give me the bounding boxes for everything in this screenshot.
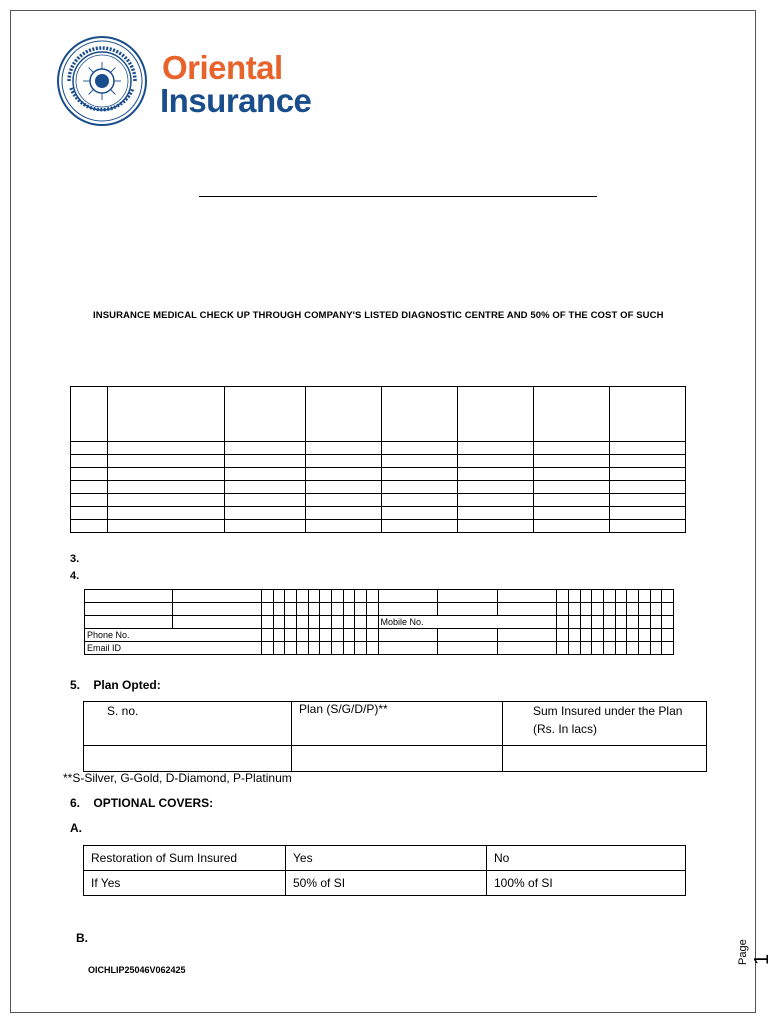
- grid-input-cell[interactable]: [557, 642, 569, 655]
- grid-input-cell[interactable]: [366, 616, 378, 629]
- plan-footnote: **S-Silver, G-Gold, D-Diamond, P-Platinum: [63, 771, 292, 785]
- table-cell[interactable]: [306, 387, 382, 442]
- grid-input-cell[interactable]: [273, 603, 285, 616]
- grid-input-cell[interactable]: [662, 616, 674, 629]
- grid-input-cell[interactable]: [285, 642, 297, 655]
- grid-input-cell[interactable]: [320, 629, 332, 642]
- grid-input-cell[interactable]: [580, 590, 592, 603]
- table-row: [84, 871, 686, 896]
- table-cell[interactable]: [225, 442, 306, 455]
- grid-input-cell[interactable]: [285, 616, 297, 629]
- grid-input-cell[interactable]: [343, 629, 355, 642]
- page-number: 1: [751, 953, 773, 965]
- table-cell[interactable]: [108, 481, 225, 494]
- grid-input-cell[interactable]: [438, 629, 498, 642]
- grid-input-cell[interactable]: [627, 629, 639, 642]
- grid-input-cell[interactable]: [343, 616, 355, 629]
- table-cell[interactable]: [382, 520, 458, 533]
- grid-input-cell[interactable]: [638, 603, 650, 616]
- grid-input-cell[interactable]: [638, 629, 650, 642]
- page-label-text: Page: [737, 939, 749, 965]
- table-cell[interactable]: [225, 455, 306, 468]
- grid-input-cell[interactable]: [173, 603, 261, 616]
- table-cell[interactable]: [71, 468, 108, 481]
- grid-input-cell[interactable]: [331, 629, 343, 642]
- grid-input-cell[interactable]: [285, 629, 297, 642]
- grid-input-cell[interactable]: [261, 642, 273, 655]
- table-cell[interactable]: [458, 387, 534, 442]
- grid-input-cell[interactable]: [638, 590, 650, 603]
- table-cell[interactable]: [306, 507, 382, 520]
- grid-input-cell[interactable]: [296, 603, 308, 616]
- table-cell[interactable]: [108, 507, 225, 520]
- grid-input-cell[interactable]: [497, 642, 557, 655]
- company-seal-logo: [55, 36, 151, 128]
- grid-input-cell[interactable]: [627, 616, 639, 629]
- grid-input-cell[interactable]: [627, 590, 639, 603]
- member-details-table: [70, 386, 686, 533]
- header-plan: Plan (S/G/D/P)**: [292, 702, 503, 746]
- table-cell[interactable]: [458, 455, 534, 468]
- table-cell[interactable]: [71, 387, 108, 442]
- grid-input-cell[interactable]: [557, 616, 569, 629]
- grid-input-cell[interactable]: [343, 642, 355, 655]
- grid-input-cell[interactable]: [378, 629, 438, 642]
- email-label: Email ID: [85, 642, 262, 655]
- grid-input-cell[interactable]: [604, 616, 616, 629]
- table-cell[interactable]: [610, 507, 686, 520]
- header-sno: S. no.: [84, 702, 292, 746]
- table-cell[interactable]: [225, 387, 306, 442]
- grid-input-cell[interactable]: [355, 603, 367, 616]
- grid-input-cell[interactable]: [296, 616, 308, 629]
- grid-input-cell[interactable]: [615, 642, 627, 655]
- phone-label: Phone No.: [85, 629, 262, 642]
- plan-input-cell[interactable]: [292, 746, 503, 772]
- table-row: [71, 455, 686, 468]
- header-sum-line1: Sum Insured under the Plan: [533, 704, 683, 718]
- title-underline: [199, 196, 597, 197]
- table-cell[interactable]: [610, 481, 686, 494]
- option-no-cell[interactable]: No: [487, 846, 686, 871]
- grid-input-cell[interactable]: [627, 603, 639, 616]
- table-cell[interactable]: [382, 481, 458, 494]
- table-cell[interactable]: [458, 442, 534, 455]
- grid-input-cell[interactable]: [366, 642, 378, 655]
- grid-input-cell[interactable]: [650, 603, 662, 616]
- grid-input-cell[interactable]: [497, 590, 557, 603]
- sub-item-b: B.: [76, 931, 88, 945]
- grid-input-cell[interactable]: [615, 590, 627, 603]
- grid-input-cell[interactable]: [273, 590, 285, 603]
- grid-input-cell[interactable]: [497, 603, 557, 616]
- logo-wordmark-oriental: Oriental: [162, 49, 283, 86]
- sub-item-a: A.: [70, 821, 82, 835]
- grid-input-cell[interactable]: [285, 603, 297, 616]
- grid-input-cell[interactable]: [308, 616, 320, 629]
- table-cell[interactable]: [458, 481, 534, 494]
- table-cell[interactable]: [71, 455, 108, 468]
- table-cell[interactable]: [382, 455, 458, 468]
- grid-input-cell[interactable]: [85, 590, 173, 603]
- table-row: [71, 520, 686, 533]
- grid-input-cell[interactable]: [355, 642, 367, 655]
- table-cell[interactable]: [306, 494, 382, 507]
- grid-input-cell[interactable]: [173, 590, 261, 603]
- table-cell[interactable]: [306, 455, 382, 468]
- contact-details-grid: [84, 589, 674, 655]
- grid-input-cell[interactable]: [261, 590, 273, 603]
- table-row: [71, 507, 686, 520]
- grid-input-cell[interactable]: [638, 642, 650, 655]
- grid-input-cell[interactable]: [650, 590, 662, 603]
- grid-row: [85, 616, 674, 629]
- grid-input-cell[interactable]: [438, 590, 498, 603]
- table-cell[interactable]: [382, 507, 458, 520]
- grid-input-cell[interactable]: [308, 642, 320, 655]
- header-sum-line2: (Rs. In lacs): [533, 722, 598, 736]
- grid-input-cell[interactable]: [261, 603, 273, 616]
- table-cell[interactable]: [306, 468, 382, 481]
- table-cell[interactable]: [382, 387, 458, 442]
- grid-input-cell[interactable]: [273, 642, 285, 655]
- table-cell[interactable]: [534, 468, 610, 481]
- table-cell[interactable]: [534, 387, 610, 442]
- grid-row: [85, 603, 674, 616]
- grid-input-cell[interactable]: [592, 616, 604, 629]
- page-number-label: [733, 925, 773, 965]
- grid-input-cell[interactable]: [592, 603, 604, 616]
- sum-insured-input-cell[interactable]: [503, 746, 707, 772]
- sno-input-cell[interactable]: [84, 746, 292, 772]
- grid-input-cell[interactable]: [569, 590, 581, 603]
- table-cell[interactable]: [108, 494, 225, 507]
- mobile-label: Mobile No.: [378, 616, 557, 629]
- grid-input-cell[interactable]: [604, 603, 616, 616]
- grid-row: [85, 590, 674, 603]
- grid-input-cell[interactable]: [569, 629, 581, 642]
- section-5-label: [70, 678, 161, 692]
- grid-input-cell[interactable]: [366, 629, 378, 642]
- grid-input-cell[interactable]: [662, 603, 674, 616]
- grid-input-cell[interactable]: [85, 603, 173, 616]
- table-cell[interactable]: [534, 442, 610, 455]
- table-cell[interactable]: [458, 507, 534, 520]
- grid-input-cell[interactable]: [366, 590, 378, 603]
- table-cell[interactable]: [534, 507, 610, 520]
- grid-input-cell[interactable]: [296, 590, 308, 603]
- grid-input-cell[interactable]: [343, 590, 355, 603]
- table-cell[interactable]: [610, 387, 686, 442]
- table-cell[interactable]: [306, 520, 382, 533]
- grid-input-cell[interactable]: [650, 642, 662, 655]
- grid-input-cell[interactable]: [615, 629, 627, 642]
- grid-input-cell[interactable]: [320, 603, 332, 616]
- grid-input-cell[interactable]: [662, 629, 674, 642]
- table-cell[interactable]: [225, 494, 306, 507]
- table-cell[interactable]: [458, 468, 534, 481]
- table-row: [71, 481, 686, 494]
- grid-input-cell[interactable]: [569, 616, 581, 629]
- logo-wordmark-insurance: Insurance: [160, 82, 312, 119]
- table-cell[interactable]: [458, 520, 534, 533]
- table-row: [71, 442, 686, 455]
- grid-input-cell[interactable]: [438, 642, 498, 655]
- table-cell[interactable]: [108, 442, 225, 455]
- grid-row: [85, 629, 674, 642]
- option-100-percent-cell[interactable]: 100% of SI: [487, 871, 686, 896]
- grid-input-cell[interactable]: [320, 616, 332, 629]
- grid-input-cell[interactable]: [580, 629, 592, 642]
- grid-input-cell[interactable]: [569, 603, 581, 616]
- grid-input-cell[interactable]: [569, 642, 581, 655]
- grid-input-cell[interactable]: [273, 629, 285, 642]
- document-code: OICHLIP25046V062425: [88, 965, 186, 975]
- table-cell[interactable]: [382, 442, 458, 455]
- table-cell[interactable]: [382, 468, 458, 481]
- table-cell[interactable]: [610, 442, 686, 455]
- table-cell[interactable]: [71, 507, 108, 520]
- table-cell[interactable]: [71, 442, 108, 455]
- table-cell[interactable]: [382, 494, 458, 507]
- table-cell[interactable]: [610, 468, 686, 481]
- table-header-row: [71, 387, 686, 442]
- table-cell[interactable]: [610, 520, 686, 533]
- grid-input-cell[interactable]: [308, 629, 320, 642]
- table-cell[interactable]: [108, 468, 225, 481]
- table-cell[interactable]: [534, 520, 610, 533]
- grid-input-cell[interactable]: [261, 616, 273, 629]
- table-cell[interactable]: [108, 520, 225, 533]
- table-cell[interactable]: [610, 494, 686, 507]
- grid-input-cell[interactable]: [580, 642, 592, 655]
- grid-input-cell[interactable]: [355, 629, 367, 642]
- grid-input-cell[interactable]: [173, 616, 261, 629]
- table-cell[interactable]: [534, 455, 610, 468]
- grid-input-cell[interactable]: [662, 642, 674, 655]
- grid-input-cell[interactable]: [296, 642, 308, 655]
- table-row: [71, 468, 686, 481]
- table-cell[interactable]: [225, 507, 306, 520]
- grid-input-cell[interactable]: [343, 603, 355, 616]
- optional-covers-table: [83, 845, 686, 896]
- section-number: 6.: [70, 796, 81, 810]
- condition-cell: If Yes: [84, 871, 286, 896]
- option-50-percent-cell[interactable]: 50% of SI: [286, 871, 487, 896]
- table-cell[interactable]: [306, 481, 382, 494]
- cover-name-cell: Restoration of Sum Insured: [84, 846, 286, 871]
- grid-input-cell[interactable]: [638, 616, 650, 629]
- table-cell[interactable]: [71, 481, 108, 494]
- table-cell[interactable]: [306, 442, 382, 455]
- header-sum-insured: [503, 702, 707, 746]
- section-title: OPTIONAL COVERS:: [93, 796, 214, 810]
- grid-input-cell[interactable]: [273, 616, 285, 629]
- grid-input-cell[interactable]: [627, 642, 639, 655]
- grid-input-cell[interactable]: [557, 590, 569, 603]
- table-cell[interactable]: [225, 520, 306, 533]
- grid-input-cell[interactable]: [331, 616, 343, 629]
- grid-input-cell[interactable]: [438, 603, 498, 616]
- table-row: [84, 846, 686, 871]
- grid-input-cell[interactable]: [308, 590, 320, 603]
- grid-input-cell[interactable]: [497, 629, 557, 642]
- grid-input-cell[interactable]: [331, 642, 343, 655]
- table-row: [84, 746, 707, 772]
- grid-input-cell[interactable]: [378, 642, 438, 655]
- grid-input-cell[interactable]: [331, 590, 343, 603]
- grid-input-cell[interactable]: [320, 642, 332, 655]
- grid-input-cell[interactable]: [604, 629, 616, 642]
- grid-input-cell[interactable]: [378, 603, 438, 616]
- grid-input-cell[interactable]: [366, 603, 378, 616]
- table-cell[interactable]: [534, 494, 610, 507]
- grid-input-cell[interactable]: [355, 590, 367, 603]
- grid-input-cell[interactable]: [604, 590, 616, 603]
- grid-input-cell[interactable]: [308, 603, 320, 616]
- table-cell[interactable]: [225, 481, 306, 494]
- section-6-label: [70, 796, 213, 810]
- table-row: [71, 494, 686, 507]
- grid-input-cell[interactable]: [557, 629, 569, 642]
- section-heading: INSURANCE MEDICAL CHECK UP THROUGH COMPANY'S LISTED DIAGNOSTIC CENTRE AND 50% OF THE COST OF SUCH: [93, 310, 664, 321]
- table-cell[interactable]: [610, 455, 686, 468]
- grid-input-cell[interactable]: [296, 629, 308, 642]
- grid-input-cell[interactable]: [378, 590, 438, 603]
- grid-input-cell[interactable]: [662, 590, 674, 603]
- grid-input-cell[interactable]: [592, 629, 604, 642]
- table-cell[interactable]: [71, 494, 108, 507]
- table-cell[interactable]: [458, 494, 534, 507]
- grid-input-cell[interactable]: [650, 629, 662, 642]
- grid-input-cell[interactable]: [285, 590, 297, 603]
- table-cell[interactable]: [108, 455, 225, 468]
- grid-input-cell[interactable]: [331, 603, 343, 616]
- grid-input-cell[interactable]: [355, 616, 367, 629]
- table-header-row: [84, 702, 707, 746]
- grid-input-cell[interactable]: [592, 642, 604, 655]
- table-cell[interactable]: [108, 387, 225, 442]
- grid-input-cell[interactable]: [580, 603, 592, 616]
- option-yes-cell[interactable]: Yes: [286, 846, 487, 871]
- table-cell[interactable]: [71, 520, 108, 533]
- grid-input-cell[interactable]: [580, 616, 592, 629]
- grid-input-cell[interactable]: [615, 616, 627, 629]
- section-title: Plan Opted:: [93, 678, 161, 692]
- item-number-3: 3.: [70, 553, 80, 565]
- plan-opted-table: [83, 701, 707, 772]
- grid-input-cell[interactable]: [615, 603, 627, 616]
- grid-input-cell[interactable]: [85, 616, 173, 629]
- grid-input-cell[interactable]: [557, 603, 569, 616]
- grid-input-cell[interactable]: [320, 590, 332, 603]
- table-cell[interactable]: [225, 468, 306, 481]
- grid-input-cell[interactable]: [592, 590, 604, 603]
- grid-row: [85, 642, 674, 655]
- grid-input-cell[interactable]: [261, 629, 273, 642]
- item-number-4: 4.: [70, 570, 80, 582]
- grid-input-cell[interactable]: [604, 642, 616, 655]
- table-cell[interactable]: [534, 481, 610, 494]
- section-number: 5.: [70, 678, 81, 692]
- grid-input-cell[interactable]: [650, 616, 662, 629]
